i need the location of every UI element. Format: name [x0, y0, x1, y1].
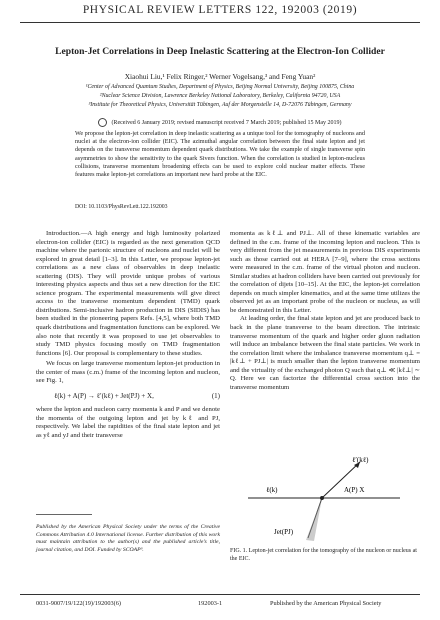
- label-in-lepton: ℓ(k): [266, 486, 278, 494]
- footer-rule: [20, 594, 420, 595]
- doi-link[interactable]: DOI: 10.1103/PhysRevLett.122.192003: [75, 204, 168, 210]
- right-paragraph-2: At leading order, the final state lepton and jet are produced back to back in the plane transverse to the beam direction. The intrinsic transverse momentum of the quark and higher order gluon radiation will induce an imbalance between the final state particles. We work in the correlation limit where the imbalance transverse momentum q⊥ = |kℓ⊥ + PJ⊥| is much smaller than the lepton transverse momentum and the virtuality of the exchanged photon Q such that q⊥ ≪ |kℓ⊥| ∼ Q. Here we can factorize the differential cross section into the transverse momentum: [230, 315, 420, 391]
- where-paragraph: where the lepton and nucleon carry momenta k and P and we denote the momenta of the outgoing lepton and jet by kℓ and PJ, respectively. We label the rapidities of the final state lepton and jet as yℓ and yJ and their transverse: [36, 406, 220, 440]
- author-list: Xiaohui Liu,¹ Felix Ringer,² Werner Vogelsang,³ and Feng Yuan²: [124, 72, 316, 81]
- figure-1-diagram: [240, 452, 410, 544]
- header-rule: [20, 22, 420, 23]
- left-column: [36, 230, 220, 441]
- vertex-dot: [320, 496, 324, 500]
- right-paragraph-1: momenta as kℓ⊥ and PJ⊥. All of these kinematic variables are defined in the c.m. frame of the incoming lepton and nucleon. This is very different from the jet measurements in previous DIS experiments such as those carried out at HERA [7–9], where the cross sections were measured in the c.m. frame of the virtual photon and nucleon. Similar studies at hadron colliders have been carried out previously for the correlation of dijets [10–15]. At the EIC, the lepton-jet correlation depends on much simpler kinematics, and at the same time utilizes the observed jet as an important probe of the nucleon or nucleus, as will be demonstrated in this Letter.: [230, 230, 420, 314]
- crossmark-icon[interactable]: [98, 118, 107, 127]
- footer-page: 192003-1: [198, 600, 223, 607]
- journal-header: PHYSICAL REVIEW LETTERS 122, 192003 (2019): [82, 4, 358, 16]
- received-dates: [20, 118, 420, 127]
- abstract: We propose the lepton-jet correlation in deep inelastic scattering as a unique tool for the tomography of nucleons and nuclei at the electron-ion collider (EIC). The azimuthal angular correlation between the final state lepton and jet depends on the transverse momentum dependent quark distributions. We take the example of single transverse spin asymmetries to show the sensitivity to the quark Sivers function. When the correlation is studied in lepton-nucleus collisions, transverse momentum broadening effects can be used to explore cold nuclear matter effects. These features make lepton-jet correlations an important new hard probe at the EIC.: [75, 130, 365, 179]
- footer-left: 0031-9007/19/122(19)/192003(6): [36, 600, 121, 607]
- affiliation-2: ²Nuclear Science Division, Lawrence Berkeley National Laboratory, Berkeley, California 94720, USA: [99, 93, 341, 99]
- right-column: [230, 230, 420, 392]
- label-nucleon: A(P) X: [344, 486, 365, 494]
- affiliation-3: ³Institute for Theoretical Physics, Universität Tübingen, Auf der Morgenstelle 14, D-72076 Tübingen, Germany: [88, 102, 352, 108]
- label-jet: Jet(PJ): [274, 528, 294, 536]
- footer-publisher: Published by the American Physical Society: [270, 600, 382, 607]
- received-text: (Received 6 January 2019; revised manuscript received 7 March 2019; published 15 May 2019): [111, 119, 342, 126]
- license-footnote: Published by the American Physical Society under the terms of the Creative Commons Attribution 4.0 International license. Further distribution of this work must maintain attribution to the author(s) and the published article’s title, journal citation, and DOI. Funded by SCOAP³.: [36, 524, 220, 553]
- footnote-rule: [36, 514, 92, 515]
- paper-title: Lepton-Jet Correlations in Deep Inelastic Scattering at the Electron-Ion Collider: [55, 46, 385, 57]
- label-out-lepton: ℓ′(kℓ): [352, 456, 369, 464]
- focus-paragraph: We focus on large transverse momentum lepton-jet production in the center of mass (c.m.) frame of the incoming lepton and nucleon, see Fig. 1,: [36, 360, 220, 385]
- equation-number: (1): [211, 391, 220, 400]
- jet-cone: [306, 498, 322, 541]
- equation-text: ℓ(k) + A(P) → ℓ′(kℓ) + Jet(PJ) + X,: [54, 391, 154, 400]
- equation-1: [54, 392, 220, 401]
- figure-1-caption: FIG. 1. Lepton-jet correlation for the tomography of the nucleon or nucleus at the EIC.: [230, 548, 417, 562]
- intro-paragraph: Introduction.—A high energy and high luminosity polarized electron-ion collider (EIC) is regarded as the next generation QCD machine where the partonic structure of nucleons and nuclei will be explored in great detail [1–3]. In this Letter, we propose lepton-jet correlations as a new class of observables in deep inelastic scattering (DIS). They will provide unique probes of various interesting physics aspects and thus set a new direction for the EIC science program. The experimental measurements will give direct access to the transverse momentum dependent (TMD) quark distributions. Semi-inclusive hadron production in DIS (SIDIS) has been studied in the pioneering papers Refs. [4,5], where both TMD quark distributions and fragmentation functions can be explored. We also note that recently it was proposed to use jet observables to study TMD physics focusing mostly on TMD fragmentation functions [6]. Our proposal is complementary to these studies.: [36, 230, 220, 357]
- affiliation-1: ¹Center of Advanced Quantum Studies, Department of Physics, Beijing Normal University, Beijing 100875, China: [85, 84, 355, 90]
